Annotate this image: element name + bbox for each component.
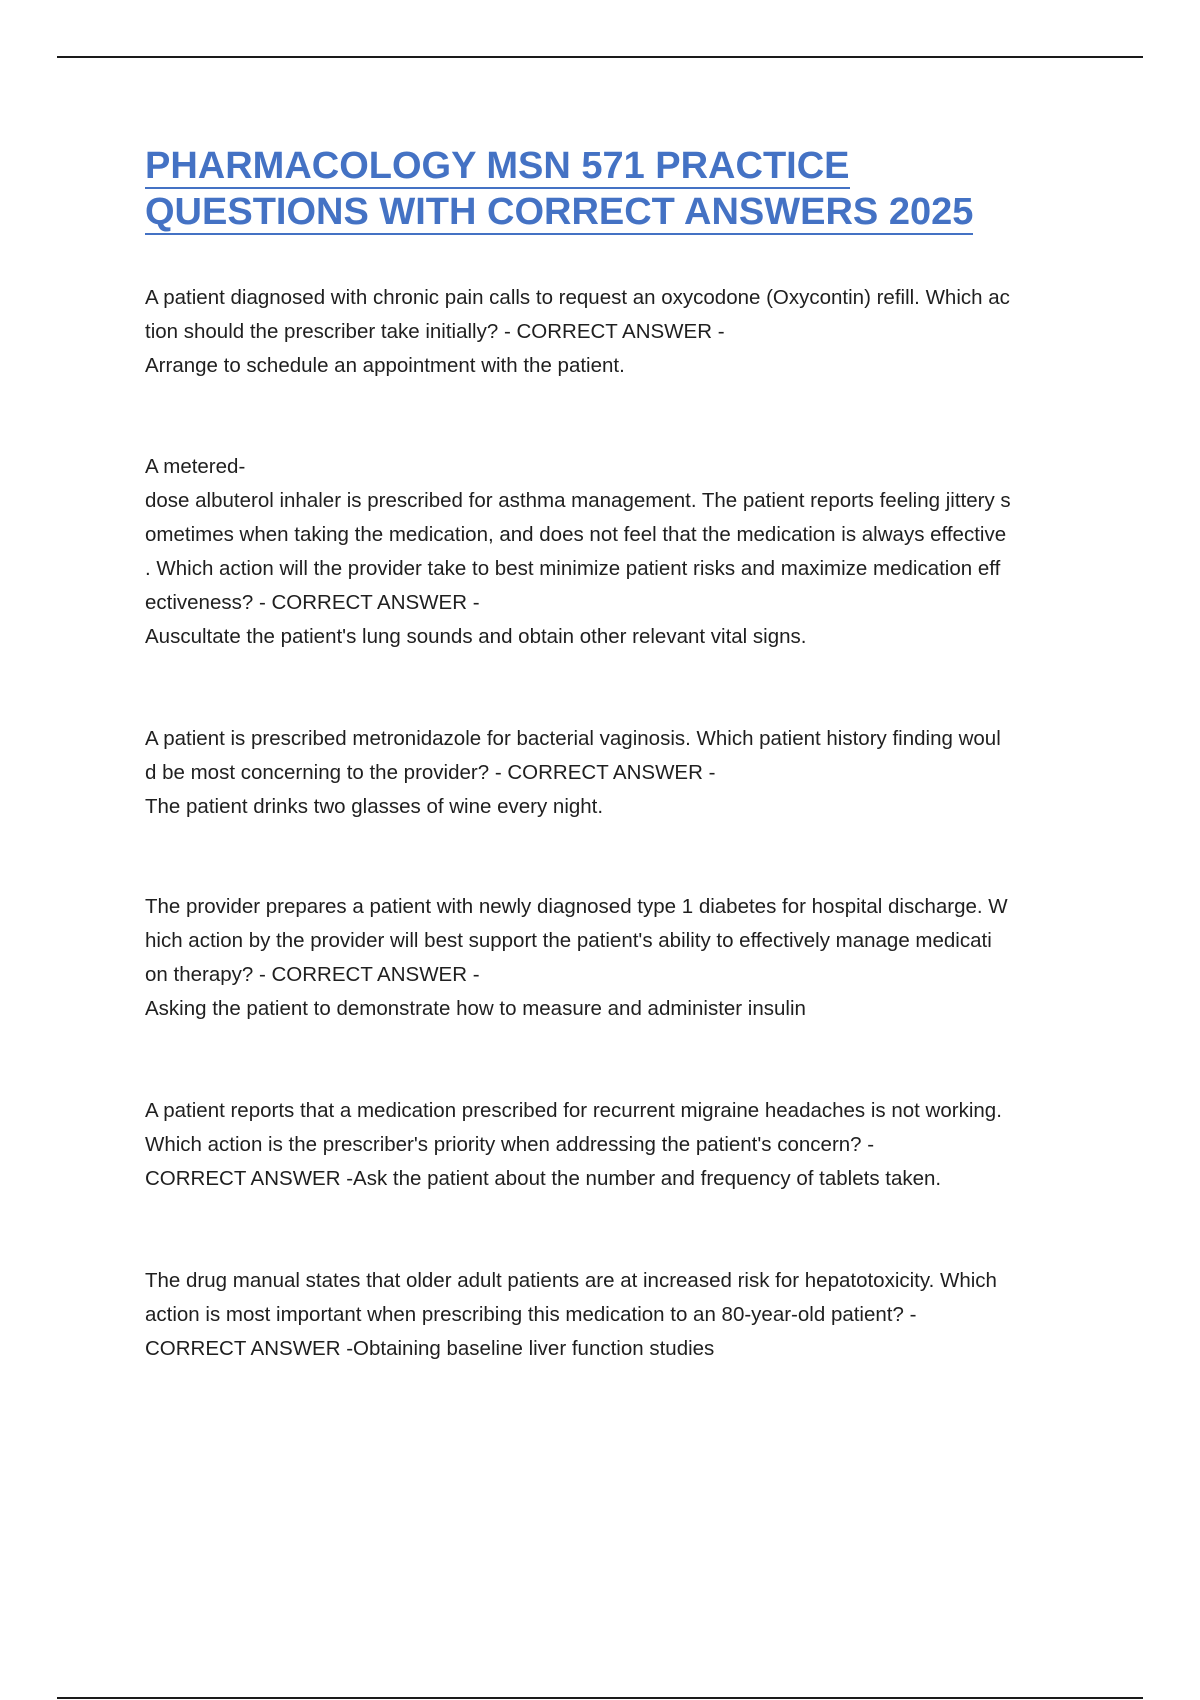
qa-item-3 [145, 722, 1105, 824]
qa-line: on therapy? - CORRECT ANSWER - [145, 963, 480, 986]
qa-item-2 [145, 450, 1105, 654]
qa-line: . Which action will the provider take to best minimize patient risks and maximize medication eff [145, 557, 1001, 580]
qa-line: action is most important when prescribing this medication to an 80-year-old patient? - [145, 1303, 917, 1326]
top-rule [57, 56, 1143, 58]
qa-answer: The patient drinks two glasses of wine every night. [145, 795, 604, 818]
qa-answer: CORRECT ANSWER -Ask the patient about the number and frequency of tablets taken. [145, 1167, 942, 1190]
qa-line: A metered- [145, 455, 246, 478]
qa-line: ectiveness? - CORRECT ANSWER - [145, 591, 480, 614]
qa-answer: Auscultate the patient's lung sounds and obtain other relevant vital signs. [145, 625, 807, 648]
title-line-1: PHARMACOLOGY MSN 571 PRACTICE [145, 145, 850, 187]
qa-line: hich action by the provider will best support the patient's ability to effectively manage medicati [145, 929, 992, 952]
qa-item-6 [145, 1264, 1105, 1366]
title-line-2: QUESTIONS WITH CORRECT ANSWERS 2025 [145, 191, 974, 233]
qa-line: Which action is the prescriber's priority when addressing the patient's concern? - [145, 1133, 875, 1156]
qa-answer: Asking the patient to demonstrate how to measure and administer insulin [145, 997, 806, 1020]
qa-line: tion should the prescriber take initially? - CORRECT ANSWER - [145, 320, 725, 343]
qa-item-5 [145, 1094, 1105, 1196]
qa-line: The drug manual states that older adult patients are at increased risk for hepatotoxicity. Which [145, 1269, 997, 1292]
qa-line: A patient is prescribed metronidazole for bacterial vaginosis. Which patient history finding woul [145, 727, 1001, 750]
document-title [145, 143, 1125, 235]
qa-answer: Arrange to schedule an appointment with the patient. [145, 354, 625, 377]
qa-item-4 [145, 890, 1105, 1026]
qa-line: A patient reports that a medication prescribed for recurrent migraine headaches is not working. [145, 1099, 1002, 1122]
qa-answer: CORRECT ANSWER -Obtaining baseline liver function studies [145, 1337, 715, 1360]
qa-line: dose albuterol inhaler is prescribed for asthma management. The patient reports feeling jittery s [145, 489, 1011, 512]
bottom-rule [57, 1697, 1143, 1699]
qa-line: d be most concerning to the provider? - CORRECT ANSWER - [145, 761, 716, 784]
qa-line: ometimes when taking the medication, and does not feel that the medication is always effective [145, 523, 1007, 546]
qa-item-1 [145, 281, 1105, 383]
qa-line: A patient diagnosed with chronic pain calls to request an oxycodone (Oxycontin) refill. Which ac [145, 286, 1010, 309]
qa-line: The provider prepares a patient with newly diagnosed type 1 diabetes for hospital discharge. W [145, 895, 1008, 918]
